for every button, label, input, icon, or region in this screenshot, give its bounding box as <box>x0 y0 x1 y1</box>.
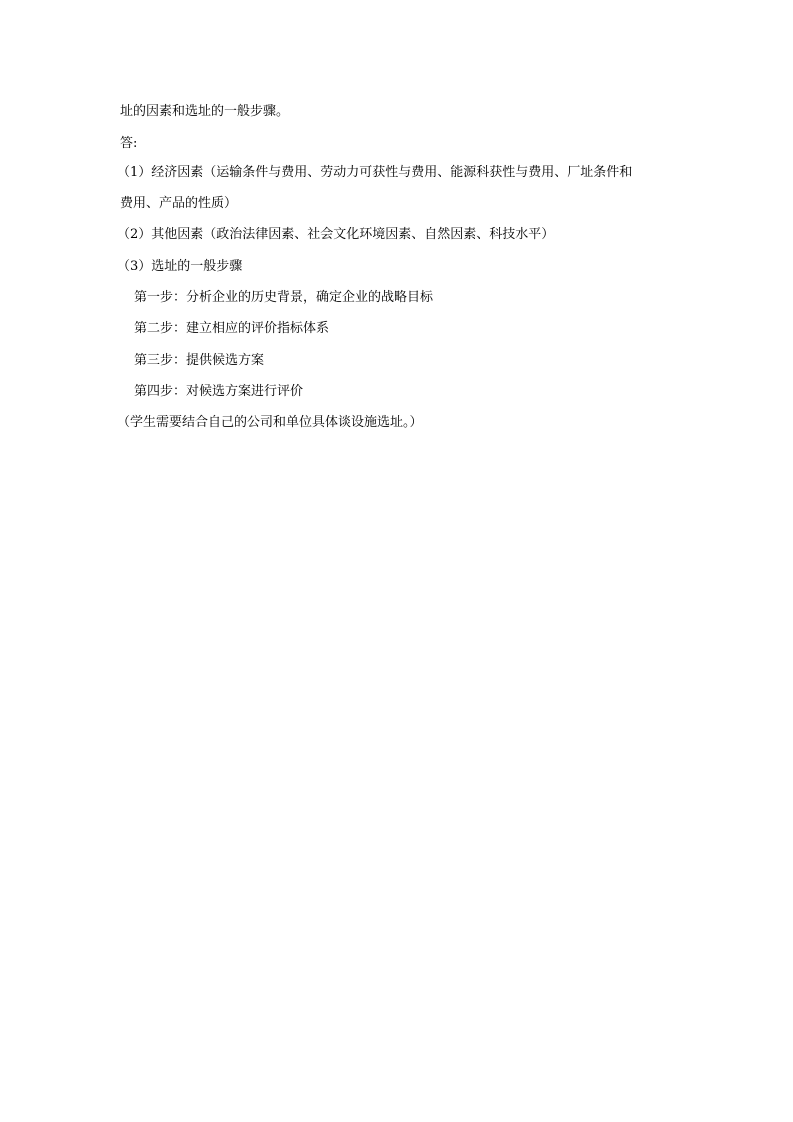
step-4: 第四步：对候选方案进行评价 <box>134 384 304 399</box>
answer-label: 答: <box>120 136 138 151</box>
note-line: （学生需要结合自己的公司和单位具体谈设施选址。） <box>117 415 423 430</box>
item-1-line-1: （1）经济因素（运输条件与费用、劳动力可获性与费用、能源科获性与费用、厂址条件和 <box>117 165 633 180</box>
item-2: （2）其他因素（政治法律因素、社会文化环境因素、自然因素、科技水平） <box>117 227 555 242</box>
step-1: 第一步：分析企业的历史背景，确定企业的战略目标 <box>134 290 434 305</box>
item-1-line-2: 费用、产品的性质） <box>120 196 238 211</box>
item-3: （3）选址的一般步骤 <box>117 259 243 274</box>
step-2: 第二步：建立相应的评价指标体系 <box>134 321 330 336</box>
step-3: 第三步：提供候选方案 <box>134 353 265 368</box>
intro-line: 址的因素和选址的一般步骤。 <box>120 104 290 119</box>
